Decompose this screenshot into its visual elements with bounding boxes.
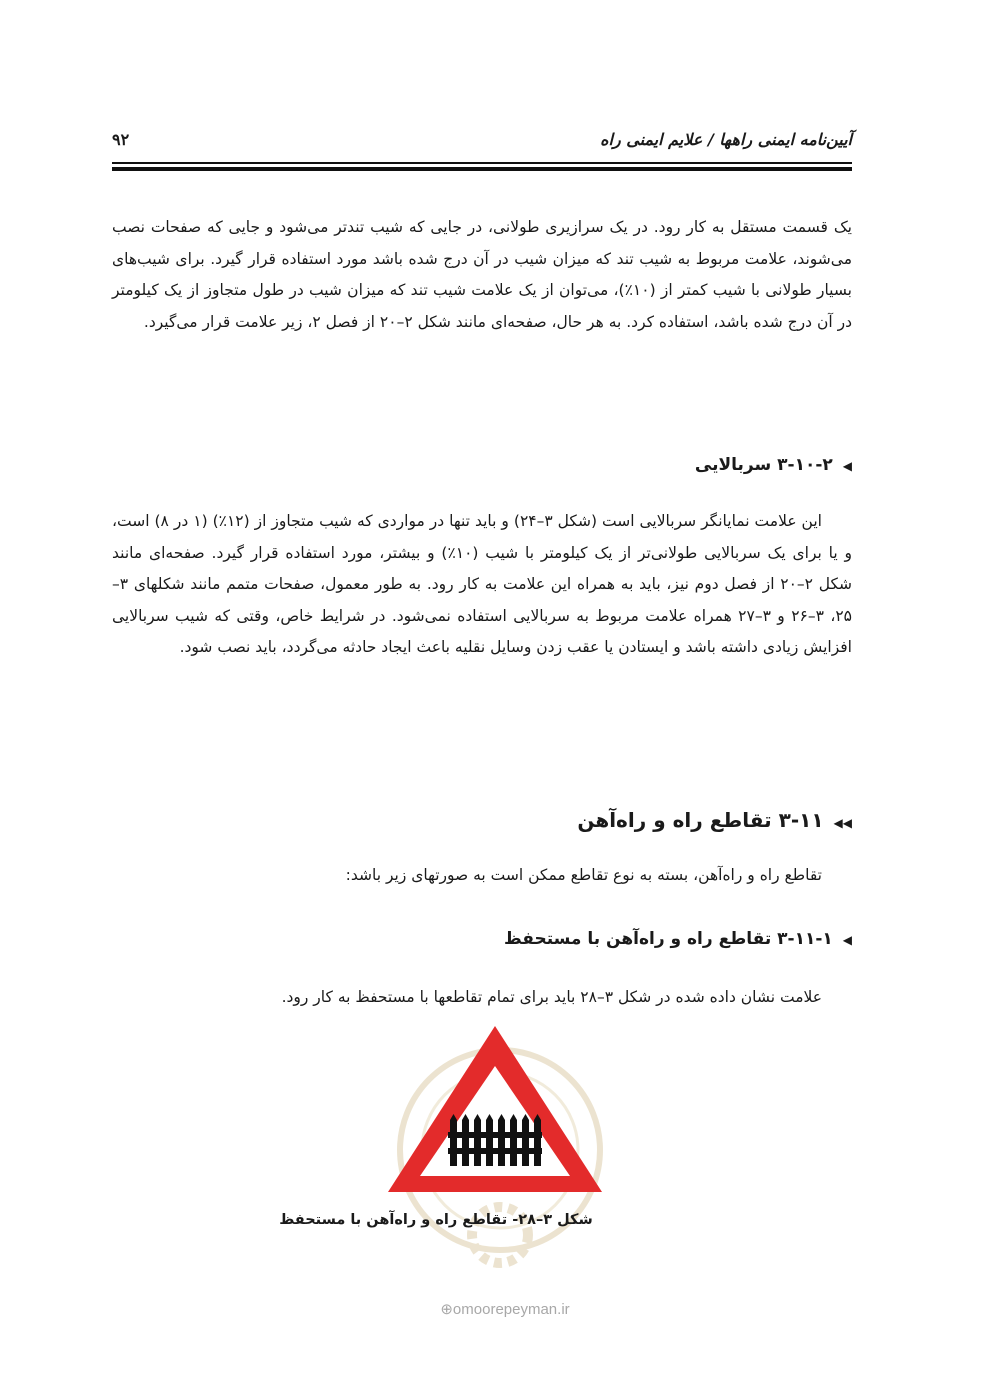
- watermark-site: [420, 1300, 590, 1318]
- paragraph-4-text: علامت نشان داده شده در شکل ۳–۲۸ باید برای تمام تقاطعها با مستحفظ به کار رود.: [281, 988, 822, 1006]
- bullet-icon: ◀: [842, 933, 852, 947]
- paragraph-3: [112, 860, 852, 892]
- heading-railway-crossing: [577, 808, 852, 832]
- watermark-site-text: omoorepeyman.ir: [452, 1301, 570, 1318]
- figure-guarded-crossing-sign: [380, 1020, 610, 1320]
- watermark-logo-icon: ⊕: [440, 1301, 453, 1318]
- paragraph-3-text: تقاطع راه و راه‌آهن، بسته به نوع تقاطع ممکن است به صورتهای زیر باشد:: [345, 866, 822, 884]
- heading-uphill-text: ۳-۱۰-۲ سربالایی: [694, 455, 833, 475]
- guarded-level-crossing-sign-icon: [380, 1020, 610, 1320]
- paragraph-4: [112, 982, 852, 1014]
- paragraph-1-text: یک قسمت مستقل به کار رود. در یک سرازیری طولانی، در جایی که شیب تندتر می‌شود و جایی که صفحات نصب می‌شوند، علامت مربوط به شیب تند که میزان شیب در آن درج شده باشد مورد استفاده قرار گیرد. برای شیب‌های بسیار طولانی با شیب کمتر از (۱۰٪)، می‌توان از یک علامت شیب تند که میزان شیب در طول متجاوز از یک کیلومتر در آن درج شده باشد، استفاده کرد. به هر حال، صفحه‌ای مانند شکل ۲–۲۰ از فصل ۲، زیر علامت قرار می‌گیرد.: [112, 218, 852, 331]
- heading-uphill: [695, 455, 852, 475]
- bullet-icon: ◀: [842, 459, 852, 473]
- header-rule-thin: [112, 162, 852, 164]
- page-header: [112, 128, 852, 156]
- header-rule-thick: [112, 167, 852, 171]
- figure-caption: شکل ۳–۲۸- تقاطع راه و راه‌آهن با مستحفظ: [279, 1212, 593, 1228]
- paragraph-2: [112, 506, 852, 664]
- heading-guarded-crossing-text: ۳-۱۱-۱ تقاطع راه و راه‌آهن با مستحفظ: [504, 929, 833, 949]
- heading-guarded-crossing: [504, 929, 852, 949]
- paragraph-1: [112, 212, 852, 338]
- header-title: آیین‌نامه ایمنی راهها / علایم ایمنی راه: [600, 130, 852, 149]
- page-number: ۹۲: [112, 130, 130, 149]
- heading-railway-crossing-text: ۳-۱۱ تقاطع راه و راه‌آهن: [577, 808, 824, 832]
- paragraph-2-text: این علامت نمایانگر سربالایی است (شکل ۳–۲۴) و باید تنها در مواردی که شیب متجاوز از (۱۲٪) (۱ در ۸) است، و یا برای یک سربالایی طولانی‌تر از یک کیلومتر با شیب (۱۰٪) و بیشتر، مورد استفاده قرار گیرد. صفحه‌ای مانند شکل ۲–۲۰ از فصل دوم نیز، باید به همراه این علامت به کار رود. به طور معمول، صفحات متمم مانند شکلهای ۳–۲۵، ۳–۲۶ و ۳–۲۷ همراه علامت مربوط به سربالایی استفاده نمی‌شود. در شرایط خاص، وقتی که شیب سربالایی افزایش زیادی داشته باشد و ایستادن یا عقب زدن وسایل نقلیه باعث ایجاد حادثه می‌گردد، باید نصب شود.: [112, 512, 853, 656]
- double-bullet-icon: ◀◀: [833, 816, 852, 830]
